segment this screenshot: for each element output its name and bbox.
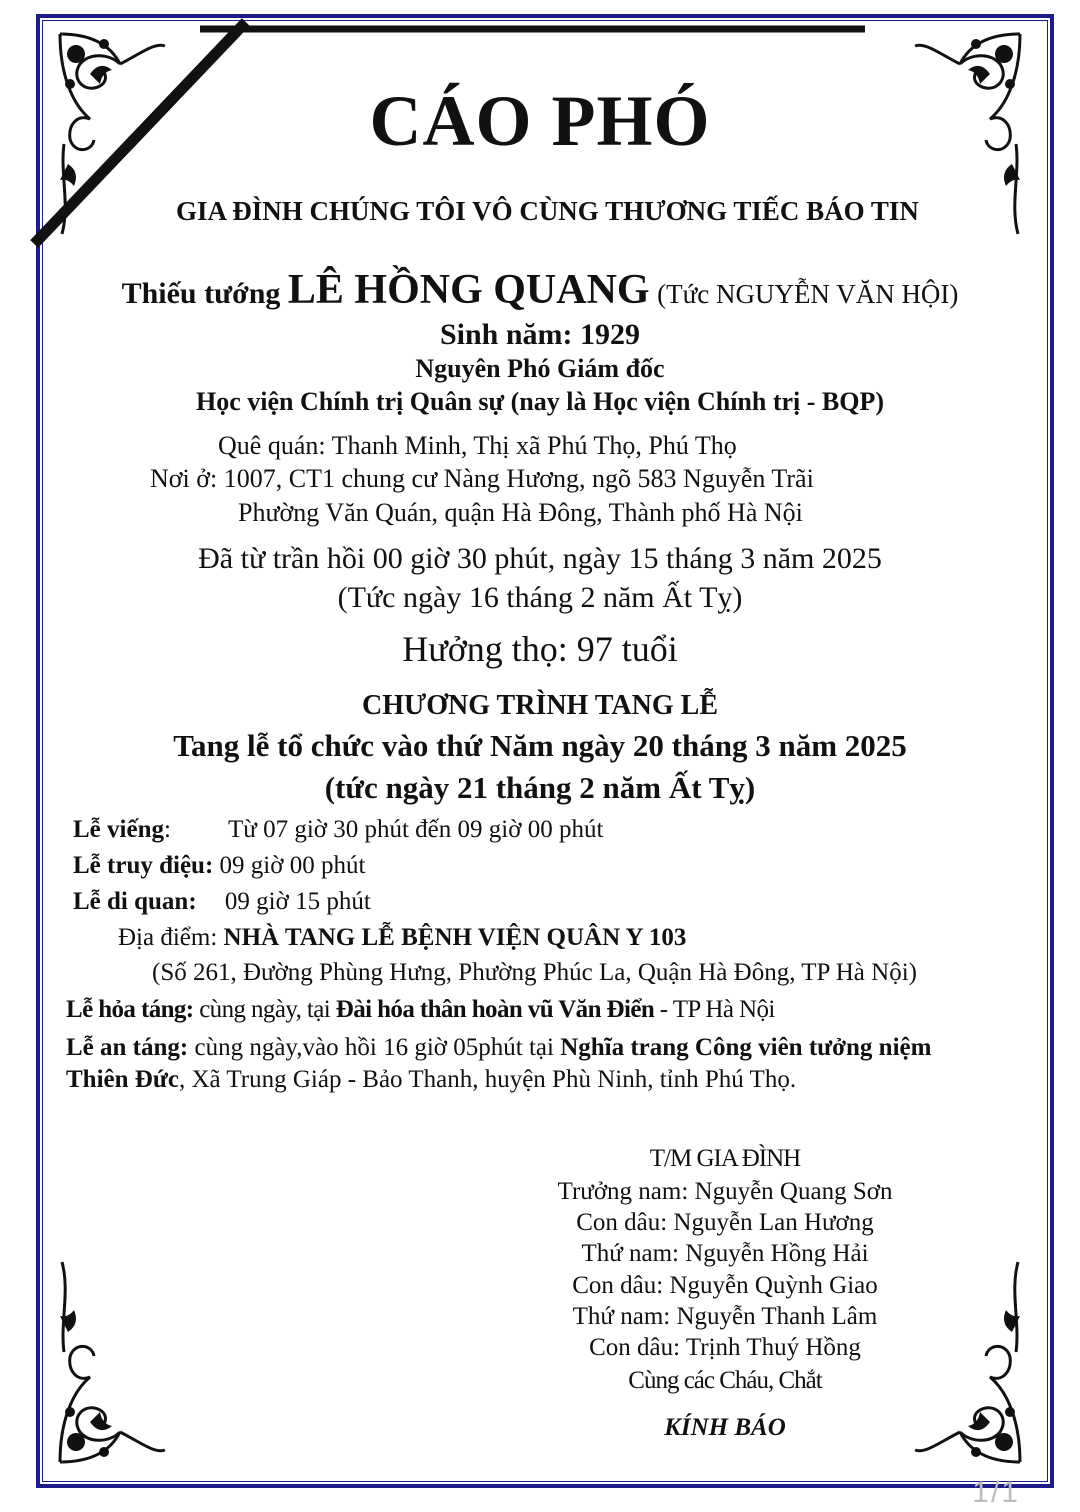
deceased-rank: Thiếu tướng — [121, 277, 281, 310]
burial-line-2 — [66, 1066, 796, 1094]
death-date: Đã từ trần hồi 00 giờ 30 phút, ngày 15 tháng 3 năm 2025 — [198, 542, 882, 575]
cremation — [66, 996, 775, 1024]
lunar-death-date: (Tức ngày 16 tháng 2 năm Ất Tỵ) — [337, 581, 743, 614]
burial-place-1: Nghĩa trang Công viên tưởng niệm — [560, 1034, 932, 1061]
memorial-time: 09 giờ 00 phút — [219, 852, 366, 879]
family-member: Con dâu: Trịnh Thuý Hồng — [589, 1334, 861, 1361]
deceased-alias: (Tức NGUYỄN VĂN HỘI) — [657, 279, 959, 309]
residence-line-1: Nơi ở: 1007, CT1 chung cư Nàng Hương, ngõ 583 Nguyễn Trãi — [150, 464, 814, 493]
signature-title: T/M GIA ĐÌNH — [649, 1145, 801, 1172]
venue — [118, 924, 686, 952]
schedule-viewing — [73, 816, 604, 844]
cremation-place: Đài hóa thân hoàn vũ Văn Điển — [335, 996, 655, 1023]
age-at-death: Hưởng thọ: 97 tuổi — [402, 629, 678, 669]
venue-address: (Số 261, Đường Phùng Hưng, Phường Phúc La, Quận Hà Đông, TP Hà Nội) — [152, 959, 917, 986]
funeral-date: Tang lễ tổ chức vào thứ Năm ngày 20 tháng 3 năm 2025 — [173, 728, 907, 763]
burial-address: , Xã Trung Giáp - Bảo Thanh, huyện Phù Ninh, tỉnh Phú Thọ. — [178, 1066, 797, 1093]
funeral-lunar-date: (tức ngày 21 tháng 2 năm Ất Tỵ) — [324, 770, 756, 805]
burial-place-2: Thiên Đức — [66, 1066, 179, 1093]
deceased-name-line — [0, 266, 1080, 314]
residence-line-2: Phường Văn Quán, quận Hà Đông, Thành phố Hà Nội — [238, 498, 803, 527]
deceased-name: LÊ HỒNG QUANG — [287, 267, 650, 313]
family-member: Trưởng nam: Nguyễn Quang Sơn — [557, 1178, 893, 1205]
viewing-label: Lễ viếng — [73, 816, 164, 843]
viewing-time: Từ 07 giờ 30 phút đến 09 giờ 00 phút — [228, 816, 604, 843]
page-title: CÁO PHÓ — [369, 81, 711, 161]
hometown: Quê quán: Thanh Minh, Thị xã Phú Thọ, Phú Thọ — [218, 431, 737, 460]
institution: Học viện Chính trị Quân sự (nay là Học viện Chính trị - BQP) — [195, 387, 885, 416]
program-title: CHƯƠNG TRÌNH TANG LỄ — [361, 690, 718, 721]
family-member: Con dâu: Nguyễn Quỳnh Giao — [572, 1272, 878, 1299]
page-indicator: 1/1 — [972, 1476, 1020, 1509]
memorial-label: Lễ truy điệu: — [73, 852, 214, 879]
procession-label: Lễ di quan: — [73, 888, 197, 915]
family-member: Thứ nam: Nguyễn Thanh Lâm — [572, 1303, 878, 1330]
viewing-colon: : — [163, 816, 171, 843]
schedule-memorial — [73, 852, 365, 880]
ornament-corner-bottom-right-icon — [910, 1252, 1030, 1472]
former-position: Nguyên Phó Giám đốc — [415, 354, 665, 383]
family-member: Thứ nam: Nguyễn Hồng Hải — [581, 1240, 869, 1267]
procession-time: 09 giờ 15 phút — [224, 888, 371, 915]
cremation-text: cùng ngày, tại — [199, 996, 331, 1023]
cremation-city: - TP Hà Nội — [659, 996, 775, 1023]
schedule-procession — [73, 888, 371, 916]
venue-label: Địa điểm: — [118, 924, 218, 951]
burial-label: Lễ an táng: — [66, 1034, 189, 1061]
closing-signoff: KÍNH BÁO — [664, 1414, 786, 1441]
burial-text: cùng ngày,vào hồi 16 giờ 05phút tại — [194, 1034, 554, 1061]
family-member: Cùng các Cháu, Chắt — [628, 1367, 822, 1394]
cremation-label: Lễ hỏa táng: — [66, 996, 194, 1023]
burial-line-1 — [66, 1034, 931, 1062]
venue-name: NHÀ TANG LỄ BỆNH VIỆN QUÂN Y 103 — [223, 924, 687, 951]
birth-year: Sinh năm: 1929 — [439, 318, 641, 351]
family-member: Con dâu: Nguyễn Lan Hương — [576, 1209, 874, 1236]
ornament-corner-bottom-left-icon — [50, 1252, 170, 1472]
announcement: GIA ĐÌNH CHÚNG TÔI VÔ CÙNG THƯƠNG TIẾC BÁO TIN — [176, 196, 919, 226]
